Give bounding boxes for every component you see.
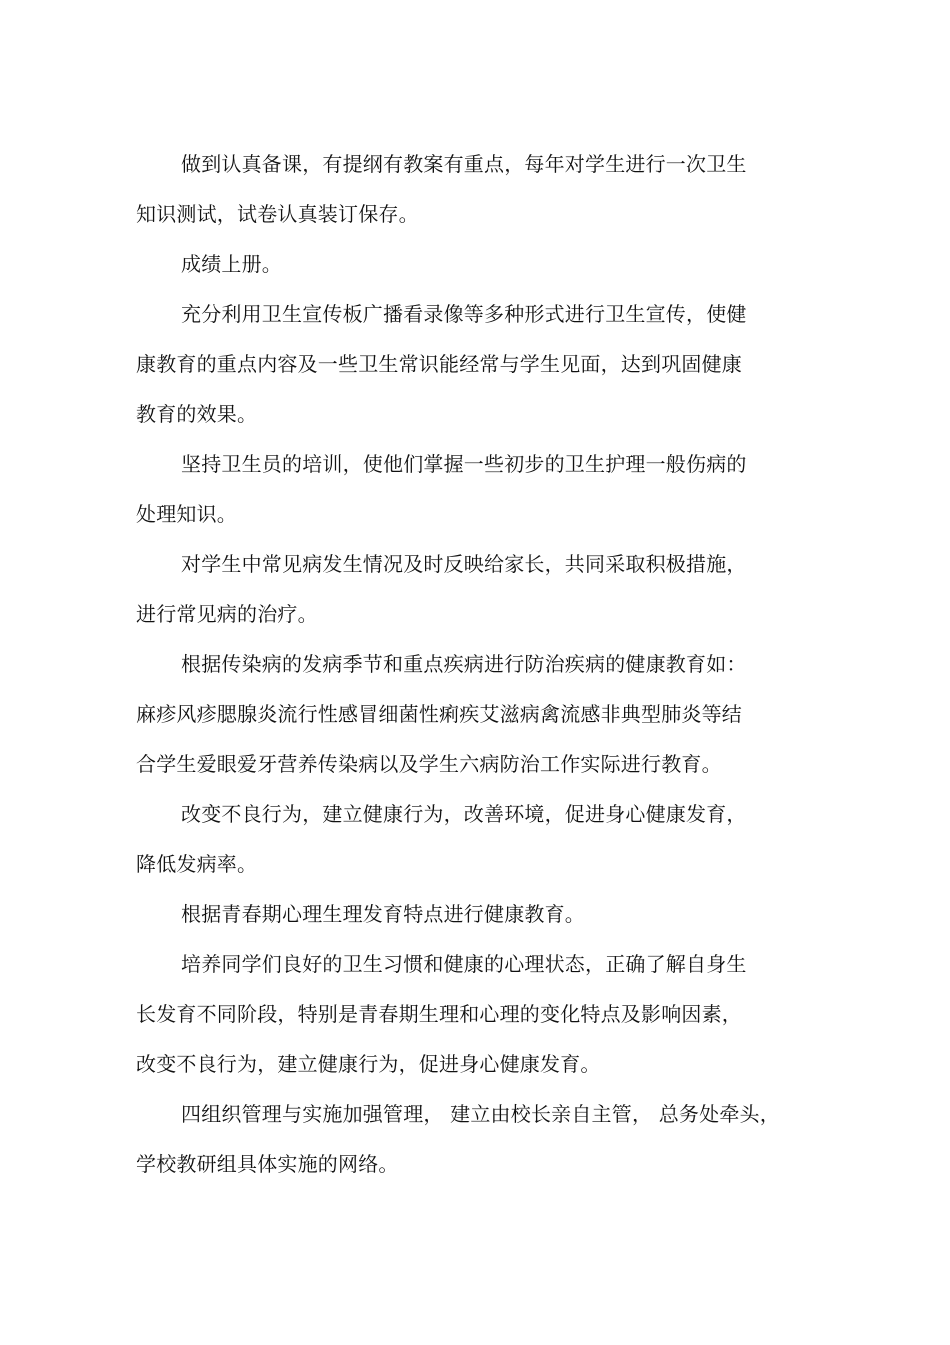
text-line: 做到认真备课，有提纲有教案有重点，每年对学生进行一次卫生 bbox=[181, 152, 747, 176]
text-line: 改变不良行为，建立健康行为，改善环境，促进身心健康发育， bbox=[181, 802, 747, 826]
text-line: 根据传染病的发病季节和重点疾病进行防治疾病的健康教育如： bbox=[181, 652, 747, 676]
text-line: 改变不良行为，建立健康行为，促进身心健康发育。 bbox=[136, 1052, 601, 1076]
text-line: 康教育的重点内容及一些卫生常识能经常与学生见面，达到巩固健康 bbox=[136, 352, 742, 376]
text-line: 长发育不同阶段，特别是青春期生理和心理的变化特点及影响因素， bbox=[136, 1002, 742, 1026]
text-line: 知识测试，试卷认真装订保存。 bbox=[136, 202, 419, 226]
text-line: 降低发病率。 bbox=[136, 852, 258, 876]
text-line: 合学生爱眼爱牙营养传染病以及学生六病防治工作实际进行教育。 bbox=[136, 752, 722, 776]
text-line: 坚持卫生员的培训，使他们掌握一些初步的卫生护理一般伤病的 bbox=[181, 452, 747, 476]
text-line: 麻疹风疹腮腺炎流行性感冒细菌性痢疾艾滋病禽流感非典型肺炎等结 bbox=[136, 702, 742, 726]
text-line: 培养同学们良好的卫生习惯和健康的心理状态，正确了解自身生 bbox=[181, 952, 747, 976]
text-line: 进行常见病的治疗。 bbox=[136, 602, 318, 626]
text-line: 对学生中常见病发生情况及时反映给家长，共同采取积极措施， bbox=[181, 552, 747, 576]
text-line: 学校教研组具体实施的网络。 bbox=[136, 1152, 399, 1176]
text-line: 教育的效果。 bbox=[136, 402, 258, 426]
text-line: 成绩上册。 bbox=[181, 252, 282, 276]
text-line: 处理知识。 bbox=[136, 502, 237, 526]
text-line: 四组织管理与实施加强管理， 建立由校长亲自主管， 总务处牵头， bbox=[181, 1102, 780, 1126]
text-line: 充分利用卫生宣传板广播看录像等多种形式进行卫生宣传，使健 bbox=[181, 302, 747, 326]
text-line: 根据青春期心理生理发育特点进行健康教育。 bbox=[181, 902, 585, 926]
